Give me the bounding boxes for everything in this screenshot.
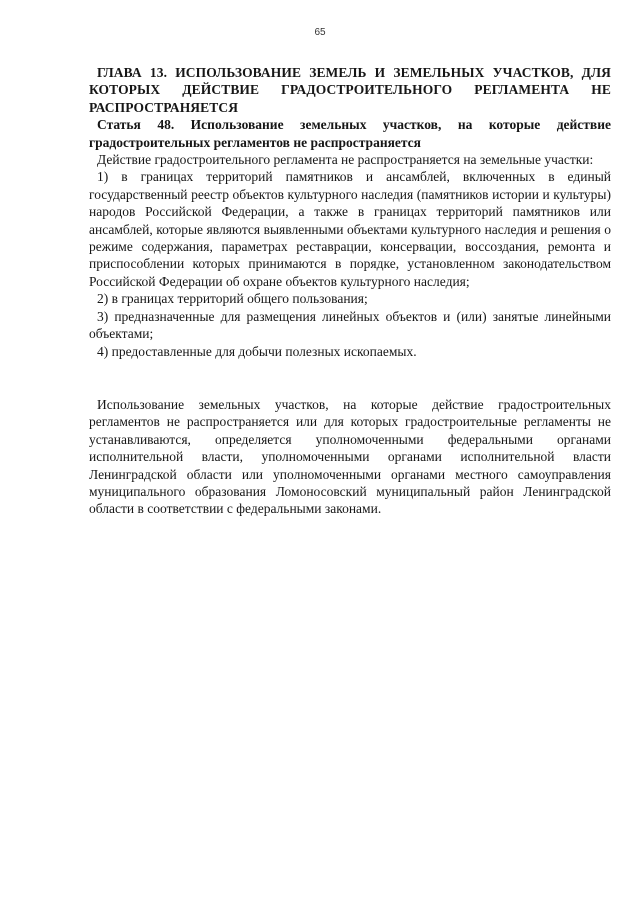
paragraph-usage: Использование земельных участков, на которые действие градостроительных регламентов не распространяется или для которых градостроительные регламенты не устанавливаются, определяется уполномоченными федеральными органами исполнительной власти, уполномоченными органами исполнительной власти Ленинградской области или уполномоченными органами местного самоуправления муниципального образования Ломоносовский муниципальный район Ленинградской области в соответствии с федеральными законами. — [89, 396, 611, 517]
paragraph-intro: Действие градостроительного регламента не распространяется на земельные участки: — [97, 152, 594, 168]
chapter-title: ГЛАВА 13. ИСПОЛЬЗОВАНИЕ ЗЕМЕЛЬ И ЗЕМЕЛЬНЫХ УЧАСТКОВ, ДЛЯ КОТОРЫХ ДЕЙСТВИЕ ГРАДОСТРОИТЕЛЬНОГО РЕГЛАМЕНТА НЕ РАСПРОСТРАНЯЕТСЯ — [89, 65, 611, 115]
list-item-3: 3) предназначенные для размещения линейных объектов и (или) занятые линейными объектами; — [89, 308, 611, 342]
document-body — [89, 64, 611, 518]
article-title: Статья 48. Использование земельных участков, на которые действие градостроительных регламентов не распространяется — [89, 117, 611, 150]
page-number: 65 — [314, 27, 326, 38]
list-item-1: 1) в границах территорий памятников и ансамблей, включенных в единый государственный реестр объектов культурного наследия (памятников истории и культуры) народов Российской Федерации, а также в границах территорий памятников или ансамблей, которые являются выявленными объектами культурного наследия и решения о режиме содержания, параметрах реставрации, консервации, воссоздания, ремонта и приспособлении которых принимаются в порядке, установленном законодательством Российской Федерации об охране объектов культурного наследия; — [89, 169, 611, 289]
paragraph-gap — [89, 360, 611, 396]
list-item-4: 4) предоставленные для добычи полезных ископаемых. — [97, 343, 417, 359]
list-item-2: 2) в границах территорий общего пользования; — [97, 291, 368, 307]
